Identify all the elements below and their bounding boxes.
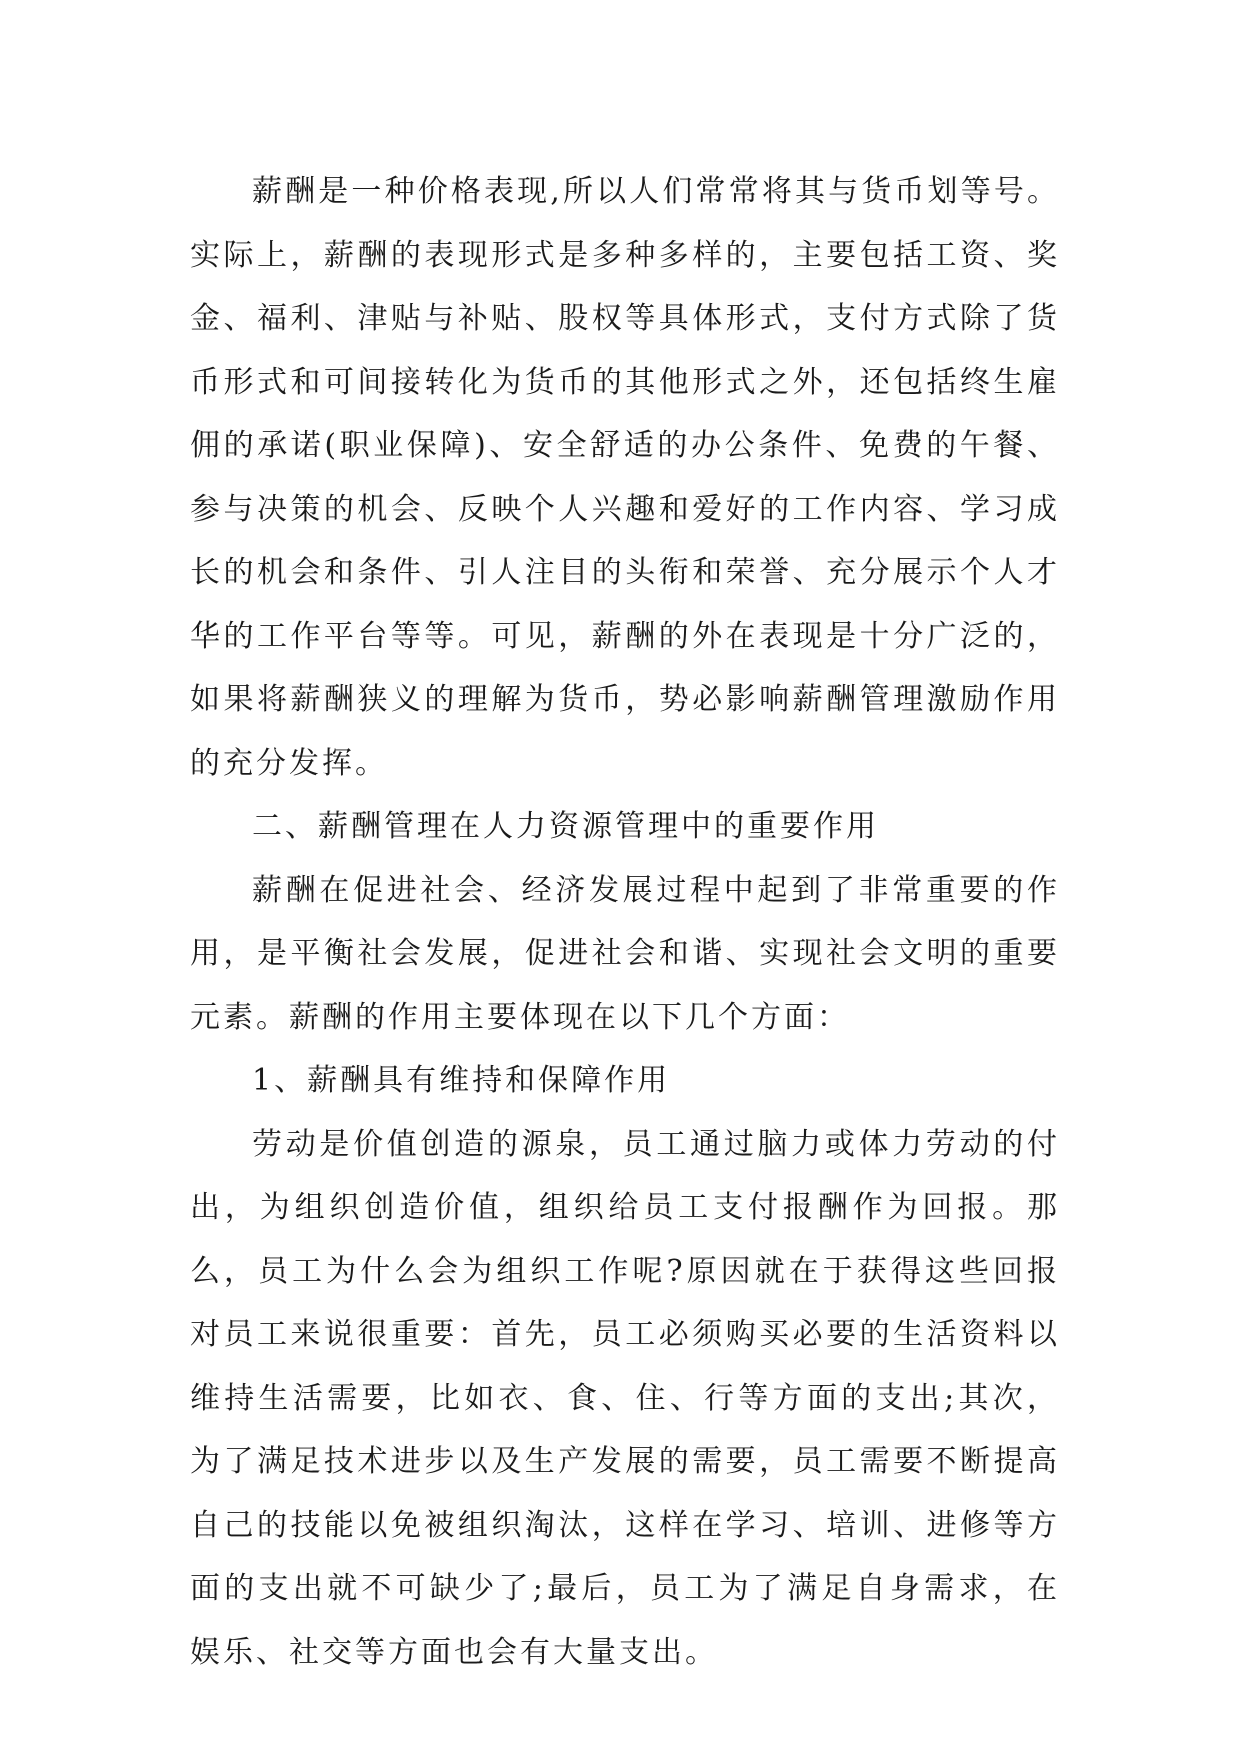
section-heading-salary-role: 二、薪酬管理在人力资源管理中的重要作用 bbox=[252, 809, 879, 844]
paragraph-salary-forms: 薪酬是一种价格表现,所以人们常常将其与货币划等号。实际上，薪酬的表现形式是多种多样的，主要包括工资、奖金、福利、津贴与补贴、股权等具体形式，支付方式除了货币形式和可间接转化为货币的其他形式之外，还包括终生雇佣的承诺(职业保障)、安全舒适的办公条件、免费的午餐、参与决策的机会、反映个人兴趣和爱好的工作内容、学习成长的机会和条件、引人注目的头衔和荣誉、充分展示个人才华的工作平台等等。可见，薪酬的外在表现是十分广泛的，如果将薪酬狭义的理解为货币，势必影响薪酬管理激励作用的充分发挥。 bbox=[190, 174, 1060, 781]
paragraph-salary-importance: 薪酬在促进社会、经济发展过程中起到了非常重要的作用，是平衡社会发展，促进社会和谐、实现社会文明的重要元素。薪酬的作用主要体现在以下几个方面： bbox=[190, 872, 1060, 1035]
document-body bbox=[190, 160, 1060, 1684]
subheading-maintenance-role: 1、薪酬具有维持和保障作用 bbox=[252, 1063, 671, 1098]
paragraph-labor-value: 劳动是价值创造的源泉，员工通过脑力或体力劳动的付出，为组织创造价值，组织给员工支付报酬作为回报。那么，员工为什么会为组织工作呢?原因就在于获得这些回报对员工来说很重要：首先，员工必须购买必要的生活资料以维持生活需要，比如衣、食、住、行等方面的支出;其次，为了满足技术进步以及生产发展的需要，员工需要不断提高自己的技能以免被组织淘汰，这样在学习、培训、进修等方面的支出就不可缺少了;最后，员工为了满足自身需求，在娱乐、社交等方面也会有大量支出。 bbox=[190, 1126, 1060, 1670]
